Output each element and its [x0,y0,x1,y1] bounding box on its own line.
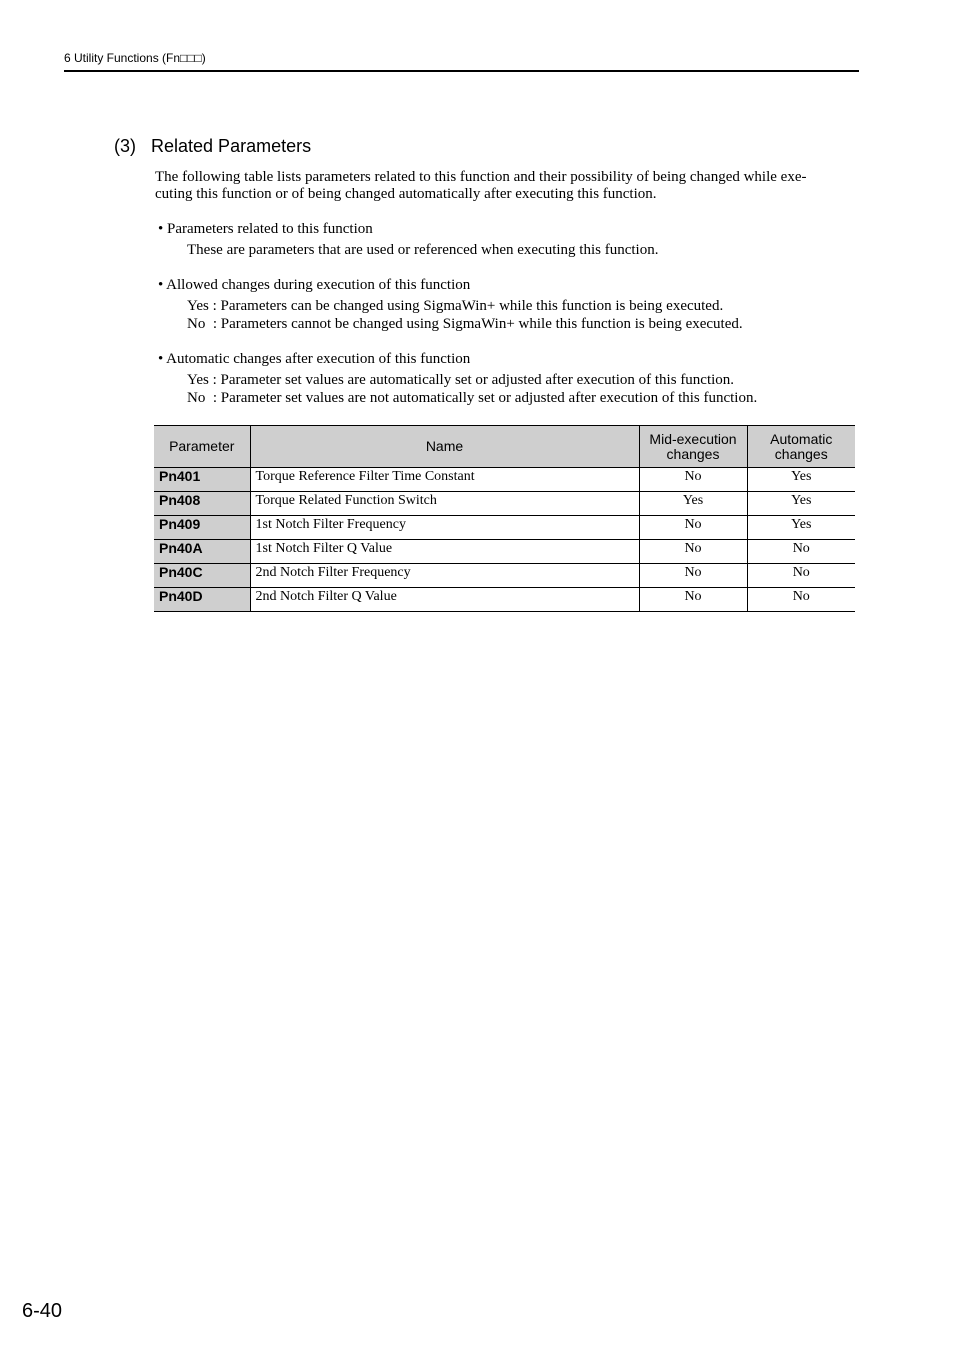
related-parameters-table [154,425,855,612]
table-row [154,588,855,612]
param-cell: Pn40A [154,540,250,564]
param-cell: Pn409 [154,516,250,540]
auto-cell: Yes [747,492,855,516]
param-cell: Pn408 [154,492,250,516]
intro-paragraph [155,169,855,203]
bullet-automatic-no: No : Parameter set values are not automatically set or adjusted after execution of this function. [187,390,758,406]
mid-cell: No [639,540,747,564]
param-cell: Pn401 [154,468,250,492]
name-cell: Torque Related Function Switch [250,492,639,516]
bullet-automatic-yes: Yes : Parameter set values are automatically set or adjusted after execution of this function. [187,372,735,388]
bullet-allowed-no: No : Parameters cannot be changed using SigmaWin+ while this function is being executed. [187,316,743,332]
mid-cell: No [639,468,747,492]
header-parameter: Parameter [154,426,250,468]
name-cell: 1st Notch Filter Frequency [250,516,639,540]
section-heading [114,136,311,157]
bullet-related-title: • Parameters related to this function [158,221,373,237]
bullet-allowed-yes: Yes : Parameters can be changed using SigmaWin+ while this function is being executed. [187,298,724,314]
name-cell: 2nd Notch Filter Frequency [250,564,639,588]
table-row [154,516,855,540]
section-title: Related Parameters [151,136,312,156]
bullet-related-desc: These are parameters that are used or referenced when executing this function. [187,242,659,258]
param-cell: Pn40D [154,588,250,612]
running-header-text: 6 Utility Functions (Fn□□□) [64,51,206,65]
param-cell: Pn40C [154,564,250,588]
mid-cell: No [639,516,747,540]
table-row [154,492,855,516]
header-mid-execution [639,426,747,468]
header-automatic [747,426,855,468]
mid-cell: No [639,564,747,588]
section-number: (3) [114,136,136,156]
table-header-row [154,426,855,468]
bullet-automatic-title: • Automatic changes after execution of this function [158,351,471,367]
header-mid-line2: changes [666,445,720,462]
table-row [154,468,855,492]
auto-cell: No [747,588,855,612]
bullet-allowed-title: • Allowed changes during execution of this function [158,277,471,293]
intro-line-2: cuting this function or of being changed automatically after executing this function. [155,186,657,202]
mid-cell: No [639,588,747,612]
name-cell: 1st Notch Filter Q Value [250,540,639,564]
name-cell: 2nd Notch Filter Q Value [250,588,639,612]
auto-cell: No [747,564,855,588]
page-number: 6-40 [22,1300,63,1322]
running-header [64,50,859,72]
auto-cell: Yes [747,516,855,540]
header-auto-line1: Automatic [770,430,833,447]
name-cell: Torque Reference Filter Time Constant [250,468,639,492]
mid-cell: Yes [639,492,747,516]
auto-cell: No [747,540,855,564]
table-row [154,564,855,588]
header-mid-line1: Mid-execution [649,430,737,447]
auto-cell: Yes [747,468,855,492]
intro-line-1: The following table lists parameters related to this function and their possibility of being changed while exe- [155,169,807,185]
header-name: Name [250,426,639,468]
header-auto-line2: changes [774,445,828,462]
table-row [154,540,855,564]
